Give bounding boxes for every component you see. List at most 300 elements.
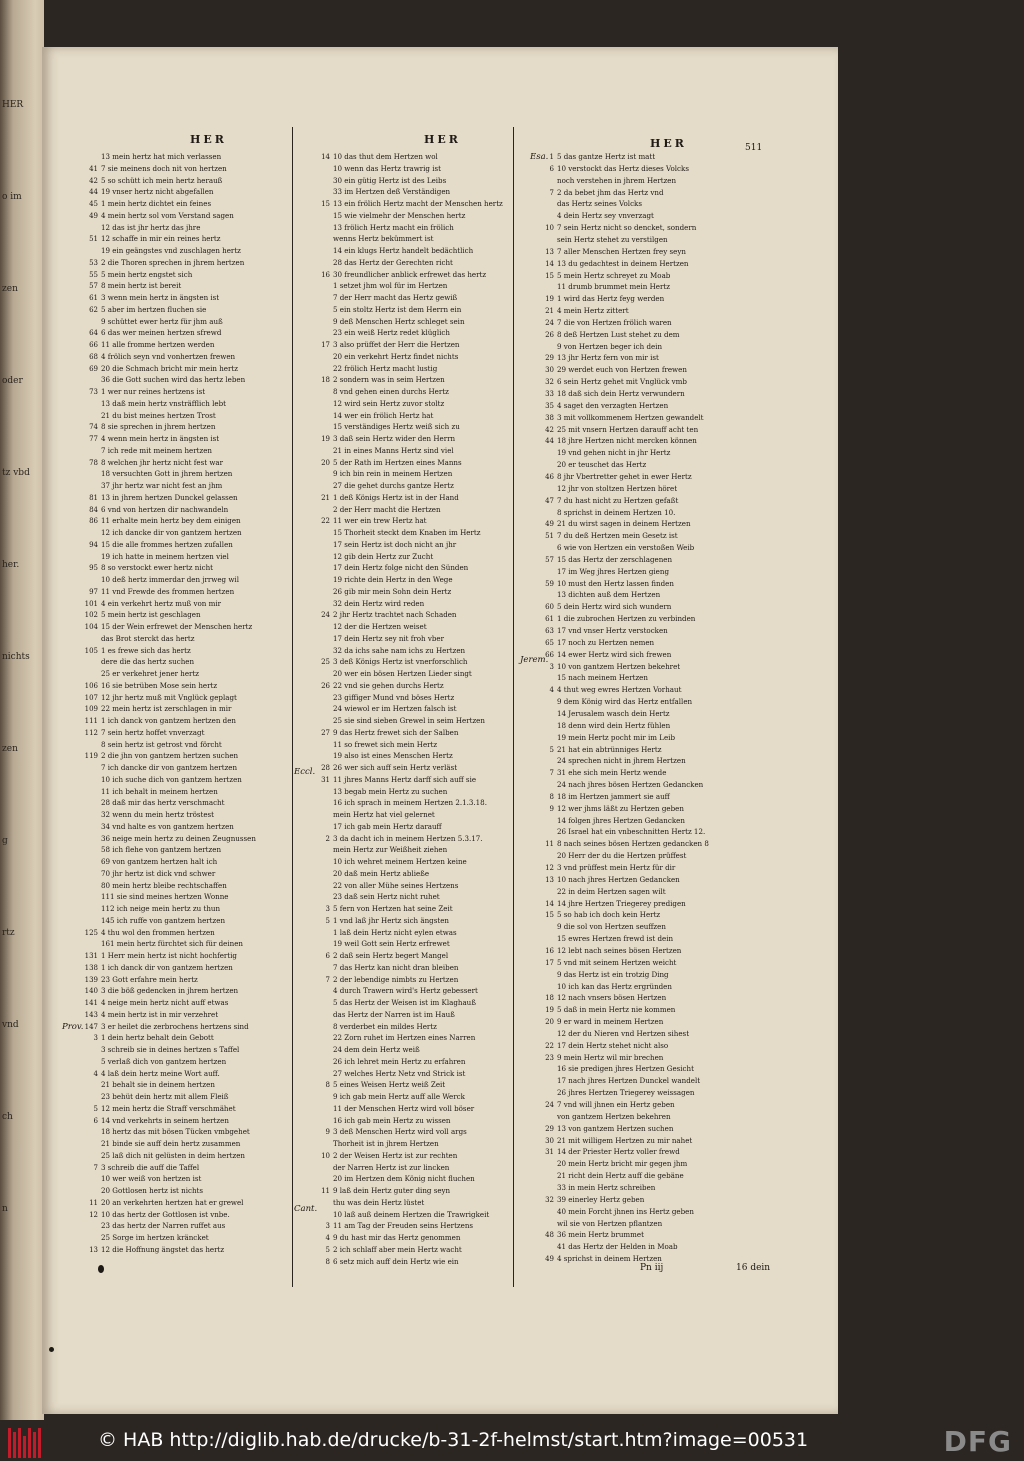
index-entry: [528, 672, 790, 684]
entry-text: 7 sie meinens doch nit von hertzen: [101, 163, 227, 173]
entry-text: 15 verständiges Hertz weiß sich zu: [333, 422, 460, 432]
chapter-number: 6: [549, 164, 554, 173]
entry-text: 7 der Herr macht das Hertz gewiß: [333, 293, 458, 302]
index-entry: [528, 1123, 790, 1135]
index-entry: [304, 903, 518, 915]
index-entry: [304, 574, 518, 586]
book-label-cant: Cant.: [294, 1204, 318, 1214]
chapter-number: 61: [545, 615, 554, 624]
index-entry: [72, 692, 286, 704]
index-entry: [304, 1079, 518, 1091]
index-entry: [72, 844, 286, 856]
index-entry: [72, 457, 286, 469]
entry-text: 8 sein hertz ist getrost vnd förcht: [101, 739, 222, 749]
chapter-number: 13: [545, 247, 554, 256]
chapter-number: 49: [545, 520, 554, 529]
entry-text: 20 daß mein Hertz abließe: [333, 868, 430, 878]
entry-text: 12 ich dancke dir von gantzem hertzen: [101, 528, 242, 537]
entry-text: 11 drumb brummet mein Hertz: [557, 282, 670, 292]
index-entry: [528, 447, 790, 459]
entry-text: 10 ich kan das Hertz ergründen: [557, 981, 672, 991]
entry-text: 24 sprechen nicht in jhrem Hertzen: [557, 756, 686, 766]
entry-text: 13 dichten auß dem Hertzen: [557, 590, 661, 600]
entry-text: 10 das hertz der Gottlosen ist vnbe.: [101, 1209, 230, 1219]
citation-url[interactable]: © HAB http://diglib.hab.de/drucke/b-31-2f-helmst/start.htm?image=00531: [98, 1429, 809, 1451]
index-entry: [72, 1209, 286, 1221]
index-entry: [304, 198, 518, 210]
entry-text: 4 thu wol den frommen hertzen: [101, 927, 215, 937]
chapter-number: 14: [545, 259, 554, 268]
chapter-number: 5: [325, 916, 330, 925]
chapter-number: 31: [321, 775, 330, 784]
entry-text: 19 weil Gott sein Hertz erfrewet: [333, 939, 450, 949]
facing-page-text: vnd: [2, 1020, 19, 1030]
entry-text: von gantzem Hertzen bekehren: [557, 1111, 671, 1121]
index-entry: [528, 1016, 790, 1028]
index-entry: [72, 1021, 286, 1033]
entry-text: 5 das gantze Hertz ist matt: [557, 152, 656, 161]
entry-text: 3 er heilet die zerbrochens hertzens sind: [101, 1021, 249, 1031]
chapter-number: 20: [321, 458, 330, 467]
entry-text: 1 mein hertz dichtet ein feines: [101, 199, 212, 208]
entry-text: 16 sie betrüben Mose sein hertz: [101, 680, 218, 690]
index-entry: [528, 424, 790, 436]
index-entry: [528, 507, 790, 519]
index-entry: [304, 645, 518, 657]
index-entry: [304, 480, 518, 492]
index-entry: [304, 774, 518, 786]
index-entry: [304, 797, 518, 809]
entry-text: 2 der lebendige nimbts zu Hertzen: [333, 974, 459, 984]
index-entry: [72, 609, 286, 621]
index-entry: [72, 339, 286, 351]
entry-text: 23 ein weiß Hertz redet klüglich: [333, 328, 450, 338]
chapter-number: 29: [545, 1124, 554, 1133]
index-entry: [528, 637, 790, 649]
index-entry: [528, 293, 790, 305]
entry-text: 4 thut weg ewres Hertzen Vorhaut: [557, 685, 682, 695]
entry-text: 27 die gehet durchs gantze Hertz: [333, 481, 454, 490]
chapter-number: 21: [545, 307, 554, 316]
index-entry: [304, 398, 518, 410]
entry-text: 11 am Tag der Freuden seins Hertzens: [333, 1221, 474, 1231]
index-entry: [528, 661, 790, 673]
entry-text: das Brot sterckt das hertz: [101, 633, 195, 643]
chapter-number: 66: [89, 341, 98, 349]
entry-text: 26 jhres Hertzen Triegerey weissagen: [557, 1088, 695, 1098]
chapter-number: 24: [545, 1101, 554, 1109]
entry-text: 1 ich danck von gantzem hertzen den: [101, 716, 236, 725]
index-entry: [528, 1229, 790, 1241]
chapter-number: 61: [89, 294, 98, 302]
index-entry: [304, 609, 518, 621]
entry-text: 13 begab mein Hertz zu suchen: [333, 786, 448, 796]
chapter-number: 19: [545, 1006, 554, 1015]
entry-text: 11 der Menschen Hertz wird voll böser: [333, 1103, 475, 1113]
entry-text: 10 deß hertz immerdar den jrrweg wil: [101, 575, 239, 584]
index-entry: [304, 891, 518, 903]
entry-text: das Hertz der Narren ist im Hauß: [333, 1009, 455, 1019]
entry-text: 13 daß mein hertz vnsträfflich lebt: [101, 398, 226, 408]
index-entry: [72, 175, 286, 187]
index-entry: [72, 703, 286, 715]
chapter-number: 7: [549, 188, 554, 197]
entry-text: 3 die böß gedencken in jhrem hertzen: [101, 986, 239, 996]
entry-text: 12 jhr von stoltzen Hertzen höret: [557, 483, 678, 493]
entry-text: 5 das Hertz der Weisen ist im Klaghauß: [333, 998, 476, 1007]
index-entry: [528, 684, 790, 696]
chapter-number: 42: [545, 425, 554, 434]
ink-blot: [98, 1265, 104, 1273]
index-entry: [528, 435, 790, 447]
chapter-number: 3: [325, 905, 330, 913]
index-entry: [72, 1056, 286, 1068]
hab-logo-icon[interactable]: [8, 1424, 48, 1458]
entry-text: der Narren Hertz ist zur lincken: [333, 1162, 450, 1172]
entry-text: 12 wer jhms läßt zu Hertzen geben: [557, 803, 684, 813]
index-entry: [528, 791, 790, 803]
chapter-number: 111: [84, 717, 98, 725]
entry-text: 21 du wirst sagen in deinem Hertzen: [557, 519, 691, 529]
index-entry: [72, 198, 286, 210]
index-entry: [72, 386, 286, 398]
entry-text: 8 vnd gehen einen durchs Hertz: [333, 387, 449, 396]
book-label-esa: Esa.: [530, 152, 549, 162]
index-entry: [304, 151, 518, 163]
chapter-number: 8: [325, 1081, 330, 1090]
index-entry: [72, 1185, 286, 1197]
entry-text: thu was dein Hertz lüstet: [333, 1197, 425, 1207]
index-entry: [304, 1185, 518, 1197]
entry-text: 4 dein Hertz sey vnverzagt: [557, 211, 654, 221]
index-entry: [304, 257, 518, 269]
entry-text: 112 ich neige mein hertz zu thun: [101, 904, 221, 913]
entry-text: 27 welches Hertz Netz vnd Strick ist: [333, 1068, 466, 1078]
index-entry: [304, 727, 518, 739]
entry-text: 25 sie sind sieben Grewel in seim Hertzen: [333, 716, 485, 725]
entry-text: 20 im Hertzen dem König nicht fluchen: [333, 1174, 475, 1184]
entry-text: 17 dein Hertz sey nit froh vber: [333, 633, 445, 643]
index-entry: [528, 1241, 790, 1253]
index-entry: [528, 1170, 790, 1182]
entry-text: 13 du gedachtest in deinem Hertzen: [557, 258, 689, 268]
index-entry: [528, 744, 790, 756]
entry-text: 7 ich dancke dir von gantzem hertzen: [101, 763, 238, 772]
index-entry: [528, 909, 790, 921]
entry-text: 31 ehe sich mein Hertz wende: [557, 768, 667, 778]
entry-text: 1 vnd laß jhr Hertz sich ängsten: [333, 915, 449, 925]
book-label-eccl: Eccl.: [294, 767, 316, 777]
entry-text: 25 laß dich nit gelüsten in deim hertzen: [101, 1150, 246, 1160]
entry-text: 25 er verkehret jener hertz: [101, 669, 200, 678]
chapter-number: 68: [89, 352, 98, 361]
index-entry: [528, 234, 790, 246]
entry-text: 17 noch zu Hertzen nemen: [557, 637, 655, 647]
entry-text: 30 ein gütig Hertz ist des Leibs: [333, 175, 447, 185]
entry-text: 14 vnd verkehrts in seinem hertzen: [101, 1115, 229, 1125]
entry-text: 8 sprichst in deinem Hertzen 10.: [557, 507, 676, 517]
index-entry: [304, 915, 518, 927]
page-number: 511: [745, 143, 763, 153]
index-entry: [72, 715, 286, 727]
chapter-number: 17: [545, 958, 554, 967]
index-entry: [528, 838, 790, 850]
index-entry: [304, 504, 518, 516]
index-entry: [304, 280, 518, 292]
entry-text: 25 mit vnsern Hertzen darauff acht ten: [557, 424, 699, 434]
index-entry: [72, 680, 286, 692]
chapter-number: 109: [84, 705, 98, 714]
index-entry: [304, 527, 518, 539]
index-entry: [304, 927, 518, 939]
entry-text: 5 dein Hertz wird sich wundern: [557, 602, 672, 612]
chapter-number: 20: [545, 1018, 554, 1027]
entry-text: 3 also prüffet der Herr die Hertzen: [333, 340, 460, 349]
book-label-jerem: Jerem.: [520, 655, 549, 665]
book-label-prov: Prov.: [62, 1022, 84, 1032]
index-entry: [72, 750, 286, 762]
entry-text: 5 aber im hertzen fluchen sie: [101, 304, 207, 314]
index-entry: [304, 762, 518, 774]
index-entry: [528, 530, 790, 542]
entry-text: 33 in mein Hertz schreiben: [557, 1182, 656, 1192]
index-entry: [304, 421, 518, 433]
chapter-number: 32: [545, 1195, 554, 1204]
index-entry: [304, 386, 518, 398]
chapter-number: 7: [93, 1163, 98, 1172]
facing-page-edge: [0, 0, 44, 1420]
chapter-number: 12: [545, 864, 554, 872]
entry-text: das Hertz seines Volcks: [557, 199, 642, 209]
index-entry: [304, 880, 518, 892]
dfg-logo-icon[interactable]: DFG: [943, 1425, 1012, 1458]
entry-text: noch verstehen in jhrem Hertzen: [557, 175, 677, 185]
entry-text: 4 durch Trawern wird's Hertz gebessert: [333, 986, 478, 996]
index-entry: [304, 680, 518, 692]
chapter-number: 6: [325, 952, 330, 960]
entry-text: 161 mein hertz fürchtet sich für deinen: [101, 939, 243, 949]
chapter-number: 3: [325, 1222, 330, 1231]
chapter-number: 9: [325, 1128, 330, 1137]
index-entry: [304, 339, 518, 351]
index-entry: [72, 480, 286, 492]
entry-text: 8 deß Hertzen Lust stehet zu dem: [557, 329, 680, 339]
entry-text: mein Hertz hat viel gelernet: [333, 810, 435, 819]
entry-text: 145 ich ruffe von gantzem hertzen: [101, 915, 226, 925]
index-entry: [304, 269, 518, 281]
chapter-number: 19: [321, 435, 330, 443]
index-entry: [528, 329, 790, 341]
entry-text: 4 mein Hertz zittert: [557, 306, 629, 316]
index-entry: [304, 1056, 518, 1068]
index-entry: [304, 1244, 518, 1256]
chapter-number: 7: [549, 769, 554, 778]
chapter-number: 1: [549, 153, 554, 161]
entry-text: 29 werdet euch von Hertzen frewen: [557, 365, 687, 375]
chapter-number: 5: [549, 745, 554, 754]
entry-text: 25 Sorge im hertzen kräncket: [101, 1233, 209, 1242]
chapter-number: 14: [545, 899, 554, 908]
index-entry: [304, 974, 518, 986]
entry-text: 7 du hast nicht zu Hertzen gefaßt: [557, 495, 679, 505]
chapter-number: 30: [545, 1136, 554, 1145]
entry-text: 33 im Hertzen deß Verständigen: [333, 187, 451, 197]
index-entry: [304, 539, 518, 551]
chapter-number: 11: [89, 1198, 98, 1207]
index-entry: [72, 363, 286, 375]
entry-text: 17 nach jhres Hertzen Dunckel wandelt: [557, 1076, 701, 1086]
chapter-number: 24: [545, 318, 554, 327]
entry-text: 36 die Gott suchen wird das hertz leben: [101, 375, 246, 385]
entry-text: 12 gib dein Hertz zur Zucht: [333, 551, 434, 561]
index-entry: [304, 1197, 518, 1209]
index-entry: [304, 621, 518, 633]
entry-text: 3 wenn mein hertz in ängsten ist: [101, 293, 220, 302]
entry-text: 5 verlaß dich von gantzem hertzen: [101, 1056, 227, 1066]
index-entry: [304, 1256, 518, 1268]
chapter-number: 29: [545, 354, 554, 363]
index-entry: [304, 1021, 518, 1033]
chapter-number: 106: [84, 681, 98, 690]
index-entry: [72, 1091, 286, 1103]
column-rule-1: [292, 127, 293, 1287]
chapter-number: 9: [549, 804, 554, 813]
index-entry: [304, 1044, 518, 1056]
index-entry: [72, 433, 286, 445]
entry-text: 1 setzet jhm wol für im Hertzen: [333, 281, 448, 291]
entry-text: 1 laß dein Hertz nicht eylen etwas: [333, 927, 457, 937]
chapter-number: 51: [545, 532, 554, 541]
entry-text: 7 sein hertz hoffet vnverzagt: [101, 727, 205, 737]
book-page: [42, 47, 838, 1414]
index-entry: [304, 868, 518, 880]
entry-text: 8 nach seines bösen Hertzen gedancken 8: [557, 839, 709, 849]
index-entry: [72, 269, 286, 281]
chapter-number: 125: [84, 928, 98, 937]
entry-text: 4 laß dein hertz meine Wort auff.: [101, 1068, 220, 1078]
entry-text: 3 daß sein Hertz wider den Herrn: [333, 434, 456, 443]
entry-text: 10 nach jhres Hertzen Gedancken: [557, 874, 680, 884]
index-entry: [304, 1232, 518, 1244]
entry-text: Thorheit ist in jhrem Hertzen: [333, 1139, 439, 1148]
index-entry: [304, 562, 518, 574]
entry-text: 26 gib mir mein Sohn dein Hertz: [333, 586, 452, 596]
index-entry: [304, 1091, 518, 1103]
index-entry: [304, 997, 518, 1009]
chapter-number: 44: [89, 188, 98, 197]
index-entry: [528, 281, 790, 293]
index-entry: [72, 880, 286, 892]
index-entry: [72, 421, 286, 433]
entry-text: 3 deß Menschen Hertz wird voll args: [333, 1127, 467, 1137]
index-entry: [304, 210, 518, 222]
chapter-number: 2: [325, 834, 330, 843]
index-entry: [72, 1150, 286, 1162]
entry-text: 30 freundlicher anblick erfrewet das hertz: [333, 269, 487, 279]
chapter-number: 4: [93, 1069, 98, 1078]
entry-text: 8 mein hertz ist bereit: [101, 281, 182, 291]
index-entry: [72, 739, 286, 751]
index-entry: [528, 376, 790, 388]
entry-text: 32 dein Hertz wird reden: [333, 598, 425, 608]
entry-text: 34 vnd halte es von gantzem hertzen: [101, 821, 234, 831]
index-entry: [72, 1115, 286, 1127]
entry-text: 13 mein hertz hat mich verlassen: [101, 152, 222, 161]
index-entry: [528, 222, 790, 234]
index-entry: [528, 1206, 790, 1218]
index-entry: [528, 1158, 790, 1170]
facing-page-text: her.: [2, 560, 20, 570]
chapter-number: 45: [89, 200, 98, 208]
index-entry: [304, 374, 518, 386]
index-entry: [72, 468, 286, 480]
index-entry: [72, 1032, 286, 1044]
entry-text: 21 in eines Manns Hertz sind viel: [333, 445, 454, 455]
index-entry: [72, 985, 286, 997]
entry-text: 8 so verstockt ewer hertz nicht: [101, 563, 214, 573]
index-entry: [528, 270, 790, 282]
index-entry: [528, 981, 790, 993]
logo-bar: [8, 1428, 11, 1458]
entry-text: 1 die zubrochen Hertzen zu verbinden: [557, 614, 696, 624]
index-entry: [72, 562, 286, 574]
entry-text: 13 in jhrem hertzen Dunckel gelassen: [101, 492, 238, 502]
entry-text: 2 daß sein Hertz begert Mangel: [333, 951, 449, 960]
index-entry: [72, 586, 286, 598]
entry-text: 17 im Weg jhres Hertzen gieng: [557, 566, 669, 576]
entry-text: 9 ich bin rein in meinem Hertzen: [333, 469, 453, 479]
index-entry: [304, 715, 518, 727]
entry-text: 14 jhre Hertzen Triegerey predigen: [557, 898, 686, 908]
index-entry: [528, 554, 790, 566]
index-entry: [528, 803, 790, 815]
chapter-number: 5: [93, 1104, 98, 1113]
index-entry: [72, 1197, 286, 1209]
index-entry: [72, 938, 286, 950]
index-entry: [72, 962, 286, 974]
chapter-number: 6: [93, 1116, 98, 1125]
entry-text: 5 eines Weisen Hertz weiß Zeit: [333, 1080, 446, 1090]
chapter-number: 44: [545, 437, 554, 446]
index-entry: [304, 245, 518, 257]
index-entry: [528, 1028, 790, 1040]
chapter-number: 26: [321, 681, 330, 690]
entry-text: 20 er teuschet das Hertz: [557, 460, 647, 470]
index-entry: [528, 459, 790, 471]
chapter-number: 147: [84, 1022, 98, 1031]
entry-text: 9 von Hertzen beger ich dein: [557, 341, 663, 351]
index-entry: [528, 1099, 790, 1111]
index-entry: [72, 445, 286, 457]
index-entry: [528, 601, 790, 613]
logo-bar: [33, 1432, 36, 1458]
index-entry: [72, 539, 286, 551]
index-entry: [528, 886, 790, 898]
index-entry: [528, 589, 790, 601]
entry-text: 9 dem König wird das Hertz entfallen: [557, 697, 693, 707]
entry-text: 24 nach jhres bösen Hertzen Gedancken: [557, 780, 704, 790]
entry-text: 7 aller Menschen Hertzen frey seyn: [557, 246, 686, 256]
index-entry: [72, 903, 286, 915]
chapter-number: 78: [89, 458, 98, 467]
index-entry: [304, 950, 518, 962]
index-entry: [528, 246, 790, 258]
chapter-number: 33: [545, 390, 554, 398]
entry-text: 23 giffiger Mund vnd böses Hertz: [333, 692, 455, 702]
index-entry: [528, 1135, 790, 1147]
index-entry: [304, 598, 518, 610]
entry-text: 41 das Hertz der Helden in Moab: [557, 1242, 678, 1252]
